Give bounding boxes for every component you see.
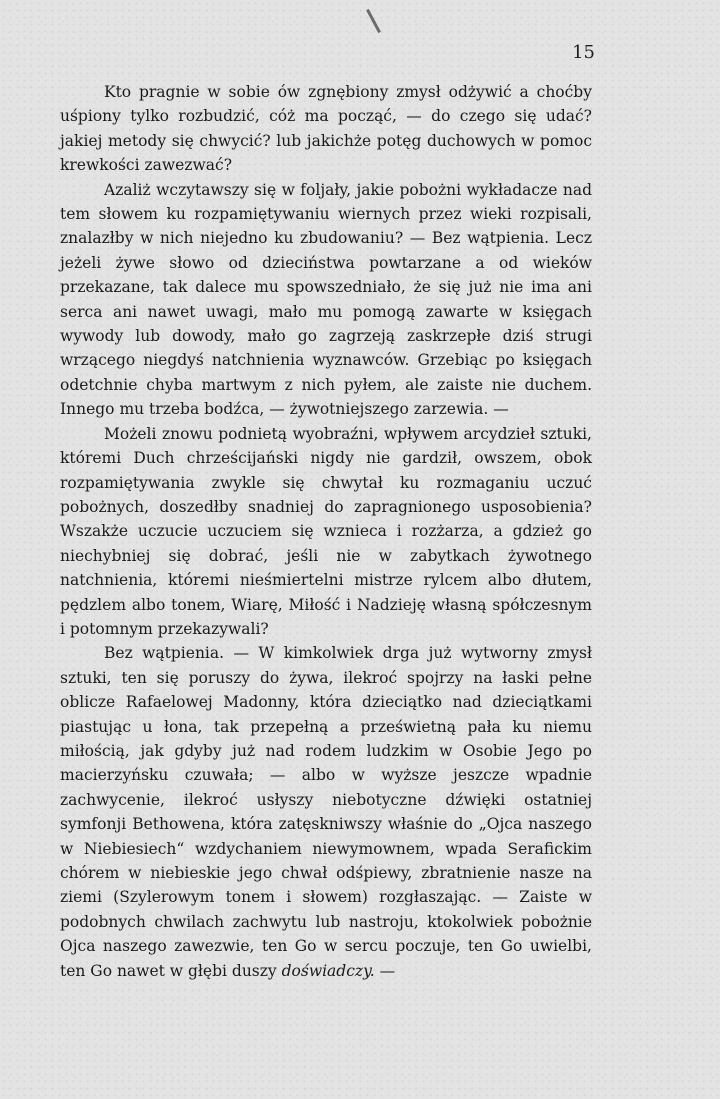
paragraph-1 xyxy=(60,80,592,178)
paragraph-text: Możeli znowu podnietą wyobraźni, wpływem arcydzieł sztuki, któremi Duch chrześcijański nigdy nie gardził, owszem, obok rozpamiętywania zwykle się chwytał ku rozmaganiu uczuć pobożnych, doszedłby snadniej do zapragnionego usposobienia? Wszakże uczucie uczuciem się wznieca i rozżarza, a gdzież go niechybniej się dobrać, jeśli nie w zabytkach żywotnego natchnienia, któremi nieśmiertelni mistrze rylcem albo dłutem, pędzlem albo tonem, Wiarę, Miłość i Nadzieję własną spółczesnym i potomnym przekazywali? xyxy=(60,424,592,638)
ink-mark xyxy=(366,9,381,33)
paragraph-4 xyxy=(60,641,592,983)
paragraph-text: Azaliż wczytawszy się w foljały, jakie pobożni wykładacze nad tem słowem ku rozpamiętywaniu wiernych przez wieki rozpisali, znalazłby w nich niejedno ku zbudowaniu? — Bez wątpienia. Lecz jeżeli żywe słowo od dzieciństwa powtarzane a od wieków przekazane, tak dalece mu spowszedniało, że się już nie ima ani serca ani nawet uwagi, mało mu pomogą zawarte w księgach wywody lub dowody, mało go zagrzeją zaskrzepłe dziś strugi wrzącego niegdyś natchnienia wyznawców. Grzebiąc po księgach odetchnie chyba martwym z nich pyłem, ale zaiste nie duchem. Innego mu trzeba bodźca, — żywotniejszego zarzewia. — xyxy=(60,180,592,419)
italic-word: doświadczy. xyxy=(281,961,375,980)
paragraph-2 xyxy=(60,178,592,422)
paragraph-text: Bez wątpienia. — W kimkolwiek drga już wytworny zmysł sztuki, ten się poruszy do żywa, ilekroć spojrzy na łaski pełne oblicze Rafaelowej Madonny, która dzieciątko nad dzieciątkami piastując u łona, tak przepełną a prześwietną pała ku niemu miłością, jak gdyby już nad rodem ludzkim w Osobie Jego po macierzyńsku czuwała; — albo w wyższe jeszcze wpadnie zachwycenie, ilekroć usłyszy niebotyczne dźwięki ostatniej symfonji Bethowena, która zatęskniwszy właśnie do „Ojca naszego w Niebiesiech“ wzdychaniem niewymownem, wpada Serafickim chórem w niebieskie jego chwał odśpiewy, zbratnienie nasze na ziemi (Szylerowym tonem i słowem) rozgłaszając. — Zaiste w podobnych chwilach zachwytu lub nastroju, ktokolwiek pobożnie Ojca naszego zawezwie, ten Go w sercu poczuje, ten Go uwielbi, ten Go nawet w głębi duszy xyxy=(60,644,592,980)
paragraph-tail: — xyxy=(374,961,396,980)
page-text xyxy=(60,80,592,983)
paragraph-3 xyxy=(60,422,592,642)
paragraph-text: Kto pragnie w sobie ów zgnębiony zmysł odżywić a choćby uśpiony tylko rozbudzić, cóż ma począć, — do czego się udać? jakiej metody się chwycić? lub jakichże potęg duchowych w pomoc krewkości zawezwać? xyxy=(60,83,592,175)
page-number: 15 xyxy=(572,42,595,63)
